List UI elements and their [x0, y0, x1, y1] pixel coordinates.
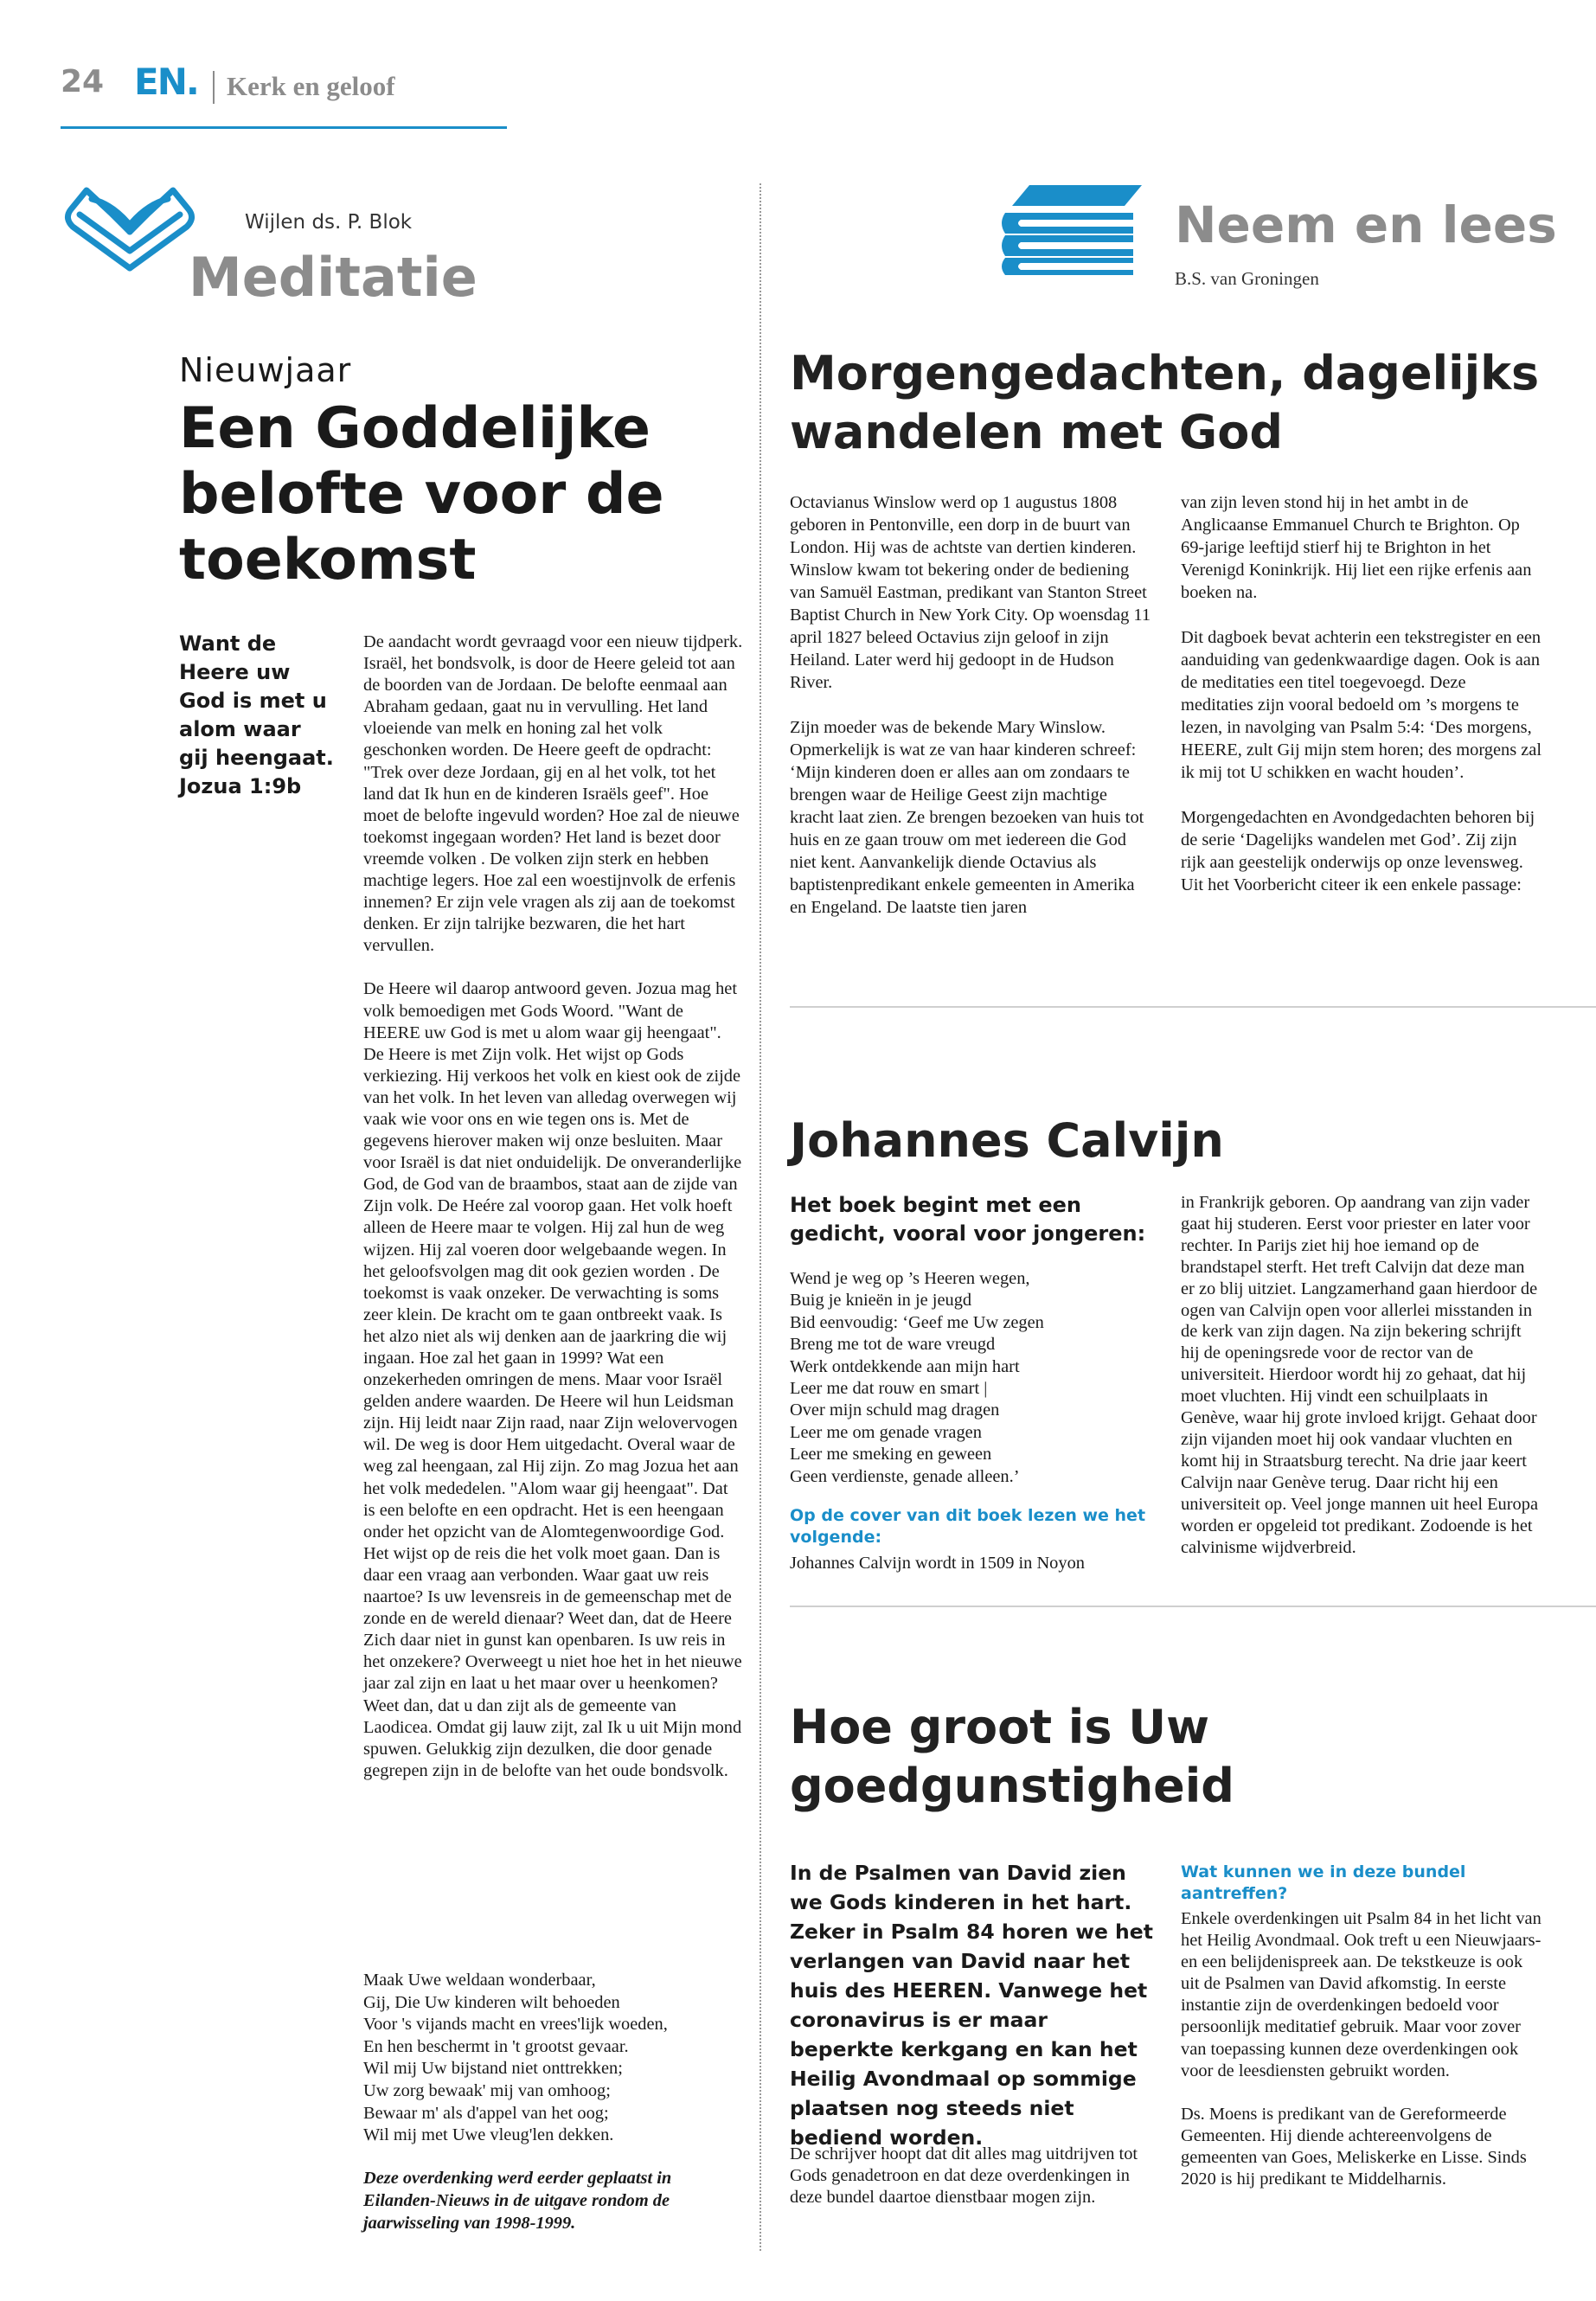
- header-separator: [213, 71, 215, 104]
- poem-line: Leer me smeking en geween: [790, 1445, 992, 1465]
- poem-line: Bid eenvoudig: ‘Geef me Uw zegen: [790, 1312, 1044, 1332]
- article-paragraph: Enkele overdenkingen uit Psalm 84 in het licht van het Heilig Avondmaal. Ook treft u een Nieuwjaars- en een belijdenispreek aan. De tekstkeuze is ook uit de Psalmen van David afkomstig. In eerste instantie zijn de overdenkingen bedoeld voor persoonlijk meditatief gebruik. Maar voor zover van toepassing kunnen deze overdenkingen ook voor de leesdiensten gebruikt worden.: [1181, 1909, 1542, 2080]
- poem-line: Geen verdienste, genade alleen.’: [790, 1466, 1020, 1486]
- meditation-body: [363, 631, 744, 1782]
- article-divider: [790, 1006, 1596, 1008]
- section-title: Kerk en geloof: [227, 71, 395, 101]
- poem-line: Werk ontdekkende aan mijn hart: [790, 1356, 1020, 1376]
- article-paragraph: in Frankrijk geboren. Op aandrang van zijn vader gaat hij studeren. Eerst voor priester en later voor rechter. In Parijs ziet hij hoe iemand op de brandstapel sterft. Het treft Calvijn dat deze man er zo blij uitziet. Langzamerhand gaan hierdoor de ogen van Calvijn open voor allerlei misstanden in de kerk van zijn dagen. Na zijn bekering schrijft hij de openingsrede voor de rector van de universiteit. Hierdoor wordt hij zo gehaat, dat hij moet vluchten. Hij vindt een schuilplaats in Genève, waar hij grote invloed krijgt. Gehaat door zijn vijanden moet hij ook vandaar vluchten en komt hij in Straatsburg terecht. Na drie jaar keert Calvijn naar Genève terug. Daar richt hij een universiteit op. Veel jonge mannen uit heel Europa worden er opgeleid tot predikant. Zodoende is het calvinisme wijdverbreid.: [1181, 1193, 1538, 1557]
- meditation-kicker: Nieuwjaar: [179, 351, 352, 389]
- neem-en-lees-label: Neem en lees: [1175, 195, 1557, 254]
- article-divider: [790, 1606, 1596, 1607]
- column-divider: [760, 183, 761, 2251]
- poem-line: Over mijn schuld mag dragen: [790, 1400, 1000, 1420]
- article-paragraph: Zijn moeder was de bekende Mary Winslow. Opmerkelijk is wat ze van haar kinderen schreef: ‘Mijn kinderen doen er alles aan om zondaars te brengen waar de Heilige Geest zijn machtige kracht laat zien. Ze brengen bezoeken van huis tot huis en ze gaan trouw om met iedereen die God niet kent. Aanvankelijk diende Octavius als baptistenpredikant enkele gemeenten in Amerika en Engeland. De laatste tien jaren: [790, 718, 1144, 917]
- meditation-paragraph: De Heere wil daarop antwoord geven. Jozua mag het volk bemoedigen met Gods Woord. "Want de HEERE uw God is met u alom waar gij heengaat". De Heere is met Zijn volk. Het wijst op Gods verkiezing. Hij verkoos het volk en kiest ook de zijde van het volk. In het leven van alledag overwegen wij vaak wie voor ons en wie tegen ons is. Met de gegevens hierover maken wij onze besluiten. Maar voor Israël is dat niet onduidelijk. De onveranderlijke God, de God van de braambos, staat aan de zijde van Zijn volk. De Heére zal voorop gaan. Het volk hoeft alleen de Heere maar te volgen. Hij zal hun de weg wijzen. Hij zal voeren door welgebaande wegen. In het geloofsvolgen mag dit ook gezien worden . De toekomst is vaak onzeker. De verwachting is soms zeer klein. De kracht om te gaan ontbreekt vaak. Is het alzo niet als wij denken aan de jaarkring die wij ingaan. Hoe zal het gaan in 1999? Wat een onzekerheden omringen de mens. Maar voor Israël gelden andere waarden. De Heere wil hun Leidsman zijn. Hij leidt naar Zijn raad, naar Zijn welovervogen wil. De weg is door Hem uitgedacht. Overal waar de weg zal heengaan, zal Hij zijn. Zo mag Jozua het aan het volk mededelen. "Alom waar gij heengaat". Dat is een belofte en een opdracht. Het is een heengaan onder het opzicht van de Alomtegenwoordige God. Het wijst op de reis die het volk moet gaan. Dan is daar een vraag aan verbonden. Waar gaat uw reis naartoe? Is uw levensreis in de gemeenschap met de zonde en de wereld dienaar? Weet dan, dat de Heere Zich daar niet in gunst kan openbaren. Is uw reis in het onzekere? Overweegt u niet hoe het in het nieuwe jaar zal zijn en laat u het maar over u heenkomen? Weet dan, dat u dan zijt als de gemeente van Laodicea. Omdat gij lauw zijt, zal Ik u uit Mijn mond spuwen. Gelukkig zijn dezulken, die door genade gegrepen zijn in de belofte van het oude bondsvolk.: [363, 979, 742, 1780]
- article-paragraph: Dit dagboek bevat achterin een tekstregister en een aanduiding van gedenkwaardige dagen. Ook is aan de meditaties een titel toegevoegd. Deze meditaties zijn vooral bedoeld om ’s morgens te lezen, in navolging van Psalm 5:4: ‘Des morgens, HEERE, zult Gij mijn stem horen; des morgens zal ik mij tot U schikken en wacht houden’.: [1181, 628, 1542, 782]
- poem-line: Gij, Die Uw kinderen wilt behoeden: [363, 1992, 620, 2012]
- article-column: [1181, 1908, 1542, 2190]
- poem-line: Leer me om genade vragen: [790, 1422, 982, 1442]
- article-column: [1181, 491, 1542, 896]
- article-intro: Het boek begint met een gedicht, vooral voor jongeren:: [790, 1193, 1146, 1246]
- poem-line: Bewaar m' als d'appel van het oog;: [363, 2103, 609, 2123]
- page-number: 24: [61, 64, 105, 99]
- article-poem: [790, 1268, 1162, 1488]
- header-rule: [61, 126, 507, 129]
- article-paragraph: De schrijver hoopt dat dit alles mag uitdrijven tot Gods genadetroon en dat deze overdenkingen in deze bundel daartoe dienstbaar mogen zijn.: [790, 2144, 1138, 2207]
- meditation-section-label: Meditatie: [189, 246, 478, 309]
- article-title: Morgengedachten, dagelijks wandelen met God: [790, 346, 1540, 459]
- meditation-poem: [363, 1970, 744, 2147]
- poem-line: Leer me dat rouw en smart |: [790, 1379, 988, 1399]
- article-paragraph: Morgengedachten en Avondgedachten behoren bij de serie ‘Dagelijks wandelen met God’. Zij zijn rijk aan geestelijk onderwijs op onze levensweg. Uit het Voorbericht citeer ik een enkele passage:: [1181, 808, 1535, 894]
- article-column: [790, 491, 1151, 919]
- meditation-verse: Want de Heere uw God is met u alom waar gij heengaat. Jozua 1:9b: [179, 631, 334, 798]
- meditation-paragraph: De aandacht wordt gevraagd voor een nieuw tijdperk. Israël, het bondsvolk, is door de Heere geleid tot aan de boorden van de Jordaan. De belofte eenmaal aan Abraham gedaan, gaat nu in vervulling. Het land vloeiende van melk en honing zal het volk geschonken worden. De Heere geeft de opdracht: "Trek over deze Jordaan, gij en al het volk, tot het land dat Ik hun en de kinderen Israëls geef". Hoe moet de belofte ingevuld worden? Hoe zal de nieuwe toekomst ingegaan worden? Het land is bezet door vreemde volken . De volken zijn sterk en hebben machtige legers. Hoe zal een woestijnvolk de erfenis innemen? Er zijn vele vragen als zij aan de toekomst denken. Er zijn talrijke bezwaren, die het hart vervullen.: [363, 632, 743, 956]
- article-subhead: Op de cover van dit boek lezen we het volgende:: [790, 1506, 1146, 1547]
- neem-en-lees-author: B.S. van Groningen: [1175, 268, 1319, 289]
- open-book-heart-icon: [61, 178, 199, 279]
- poem-line: Voor 's vijands macht en vrees'lijk woeden,: [363, 2015, 668, 2035]
- poem-line: En hen beschermt in 't grootst gevaar.: [363, 2036, 629, 2056]
- poem-line: Buig je knieën in je jeugd: [790, 1291, 972, 1311]
- article-subhead: Wat kunnen we in deze bundel aantreffen?: [1181, 1862, 1466, 1903]
- article-paragraph: van zijn leven stond hij in het ambt in de Anglicaanse Emmanuel Church te Brighton. Op 69-jarige leeftijd stierf hij te Brighton in het Verenigd Koninkrijk. Hij liet een rijke erfenis aan boeken na.: [1181, 493, 1532, 602]
- meditation-headline: Een Goddelijke belofte voor de toekomst: [179, 396, 664, 593]
- poem-line: Uw zorg bewaak' mij van omhoog;: [363, 2080, 611, 2100]
- stacked-books-icon: [995, 182, 1151, 275]
- poem-line: Wil mij Uw bijstand niet onttrekken;: [363, 2059, 623, 2079]
- poem-line: Maak Uwe weldaan wonderbaar,: [363, 1971, 596, 1990]
- article-paragraph: Ds. Moens is predikant van de Gereformeerde Gemeenten. Hij diende achtereenvolgens de gemeenten van Goes, Meliskerke en Lisse. Sinds 2020 is hij predikant te Middelharnis.: [1181, 2104, 1527, 2189]
- poem-line: Wend je weg op ’s Heeren wegen,: [790, 1269, 1030, 1288]
- meditation-author: Wijlen ds. P. Blok: [245, 211, 413, 234]
- article-intro: In de Psalmen van David zien we Gods kinderen in het hart. Zeker in Psalm 84 horen we het verlangen van David naar het huis des HEEREN. Vanwege het coronavirus is er maar beperkte kerkgang en kan het Heilig Avondmaal op sommige plaatsen nog steeds niet bediend worden.: [790, 1861, 1153, 2150]
- publication-logo: EN.: [134, 61, 198, 103]
- article-paragraph: Johannes Calvijn wordt in 1509 in Noyon: [790, 1554, 1085, 1573]
- article-title: Hoe groot is Uw goedgunstigheid: [790, 1700, 1234, 1813]
- article-title: Johannes Calvijn: [790, 1113, 1224, 1168]
- meditation-note: Deze overdenking werd eerder geplaatst in Eilanden-Nieuws in de uitgave rondom de jaarwisseling van 1998-1999.: [363, 2169, 672, 2233]
- poem-line: Wil mij met Uwe vleug'len dekken.: [363, 2125, 614, 2145]
- poem-line: Breng me tot de ware vreugd: [790, 1335, 996, 1355]
- article-paragraph: Octavianus Winslow werd op 1 augustus 1808 geboren in Pentonville, een dorp in de buurt van London. Hij was de achtste van dertien kinderen. Winslow kwam tot bekering onder de bediening van Samuël Eastman, predikant van Stanton Street Baptist Church in New York City. Op woensdag 11 april 1827 beleed Octavius zijn geloof in zijn Heiland. Later werd hij gedoopt in de Hudson River.: [790, 493, 1151, 692]
